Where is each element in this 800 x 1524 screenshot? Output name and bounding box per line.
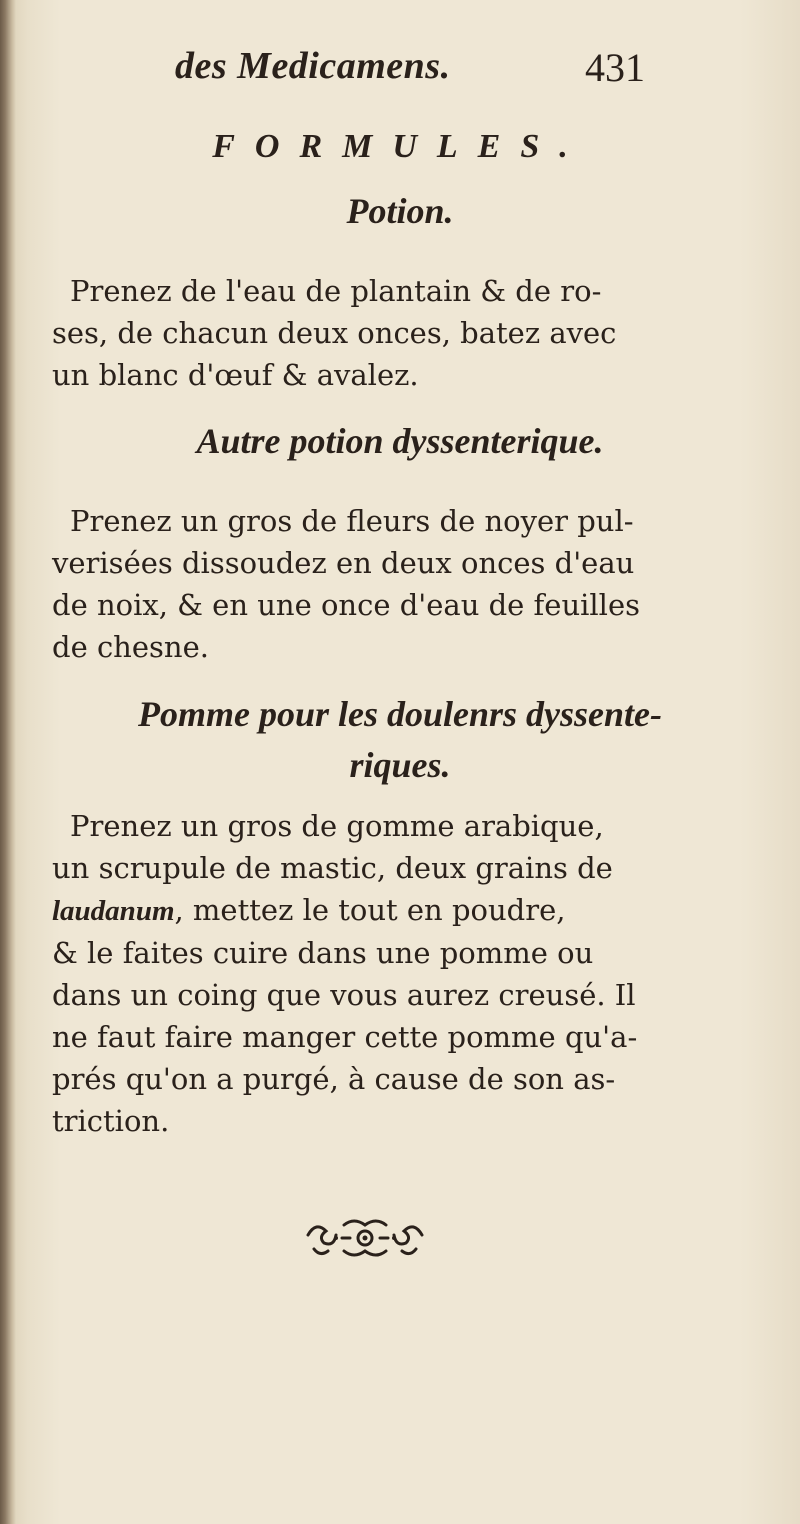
text-line: & le faites cuire dans une pomme ou xyxy=(52,936,594,970)
recipe-title-potion: Potion. xyxy=(346,191,454,231)
latin-term: laudanum xyxy=(52,895,175,927)
text-line: prés qu'on a purgé, à cause de son as- xyxy=(52,1062,616,1096)
text-fragment: , mettez le tout en poudre, xyxy=(174,893,566,927)
text-line: ne faut faire manger cette pomme qu'a- xyxy=(52,1020,638,1054)
text-line: Prenez un gros de fleurs de noyer pul- xyxy=(70,504,634,538)
recipe-text-potion xyxy=(52,270,692,396)
recipe-title-pomme: Pomme pour les doulenrs dyssente- xyxy=(137,694,662,734)
text-line: de noix, & en une once d'eau de feuilles xyxy=(52,588,641,622)
running-head: des Medicamens. xyxy=(175,45,451,87)
text-line: un blanc d'œuf & avalez. xyxy=(52,358,419,392)
section-title: FORMULES. xyxy=(212,128,588,165)
text-line: Prenez de l'eau de plantain & de ro- xyxy=(70,274,602,308)
text-line xyxy=(52,889,692,932)
text-line: ses, de chacun deux onces, batez avec xyxy=(52,316,617,350)
text-line: verisées dissoudez en deux onces d'eau xyxy=(52,546,635,580)
page-number: 431 xyxy=(585,45,645,90)
text-line: de chesne. xyxy=(52,630,209,664)
text-line: un scrupule de mastic, deux grains de xyxy=(52,851,613,885)
recipe-text-autre-potion xyxy=(52,500,692,668)
page-header xyxy=(0,40,800,100)
fleuron-ornament-icon xyxy=(300,1215,430,1261)
recipe-text-pomme xyxy=(52,805,692,1142)
recipe-title-pomme-cont: riques. xyxy=(349,745,451,785)
text-line: triction. xyxy=(52,1104,170,1138)
recipe-title-autre-potion: Autre potion dyssenterique. xyxy=(196,421,604,461)
text-line: dans un coing que vous aurez creusé. Il xyxy=(52,978,636,1012)
text-line: Prenez un gros de gomme arabique, xyxy=(70,809,604,843)
